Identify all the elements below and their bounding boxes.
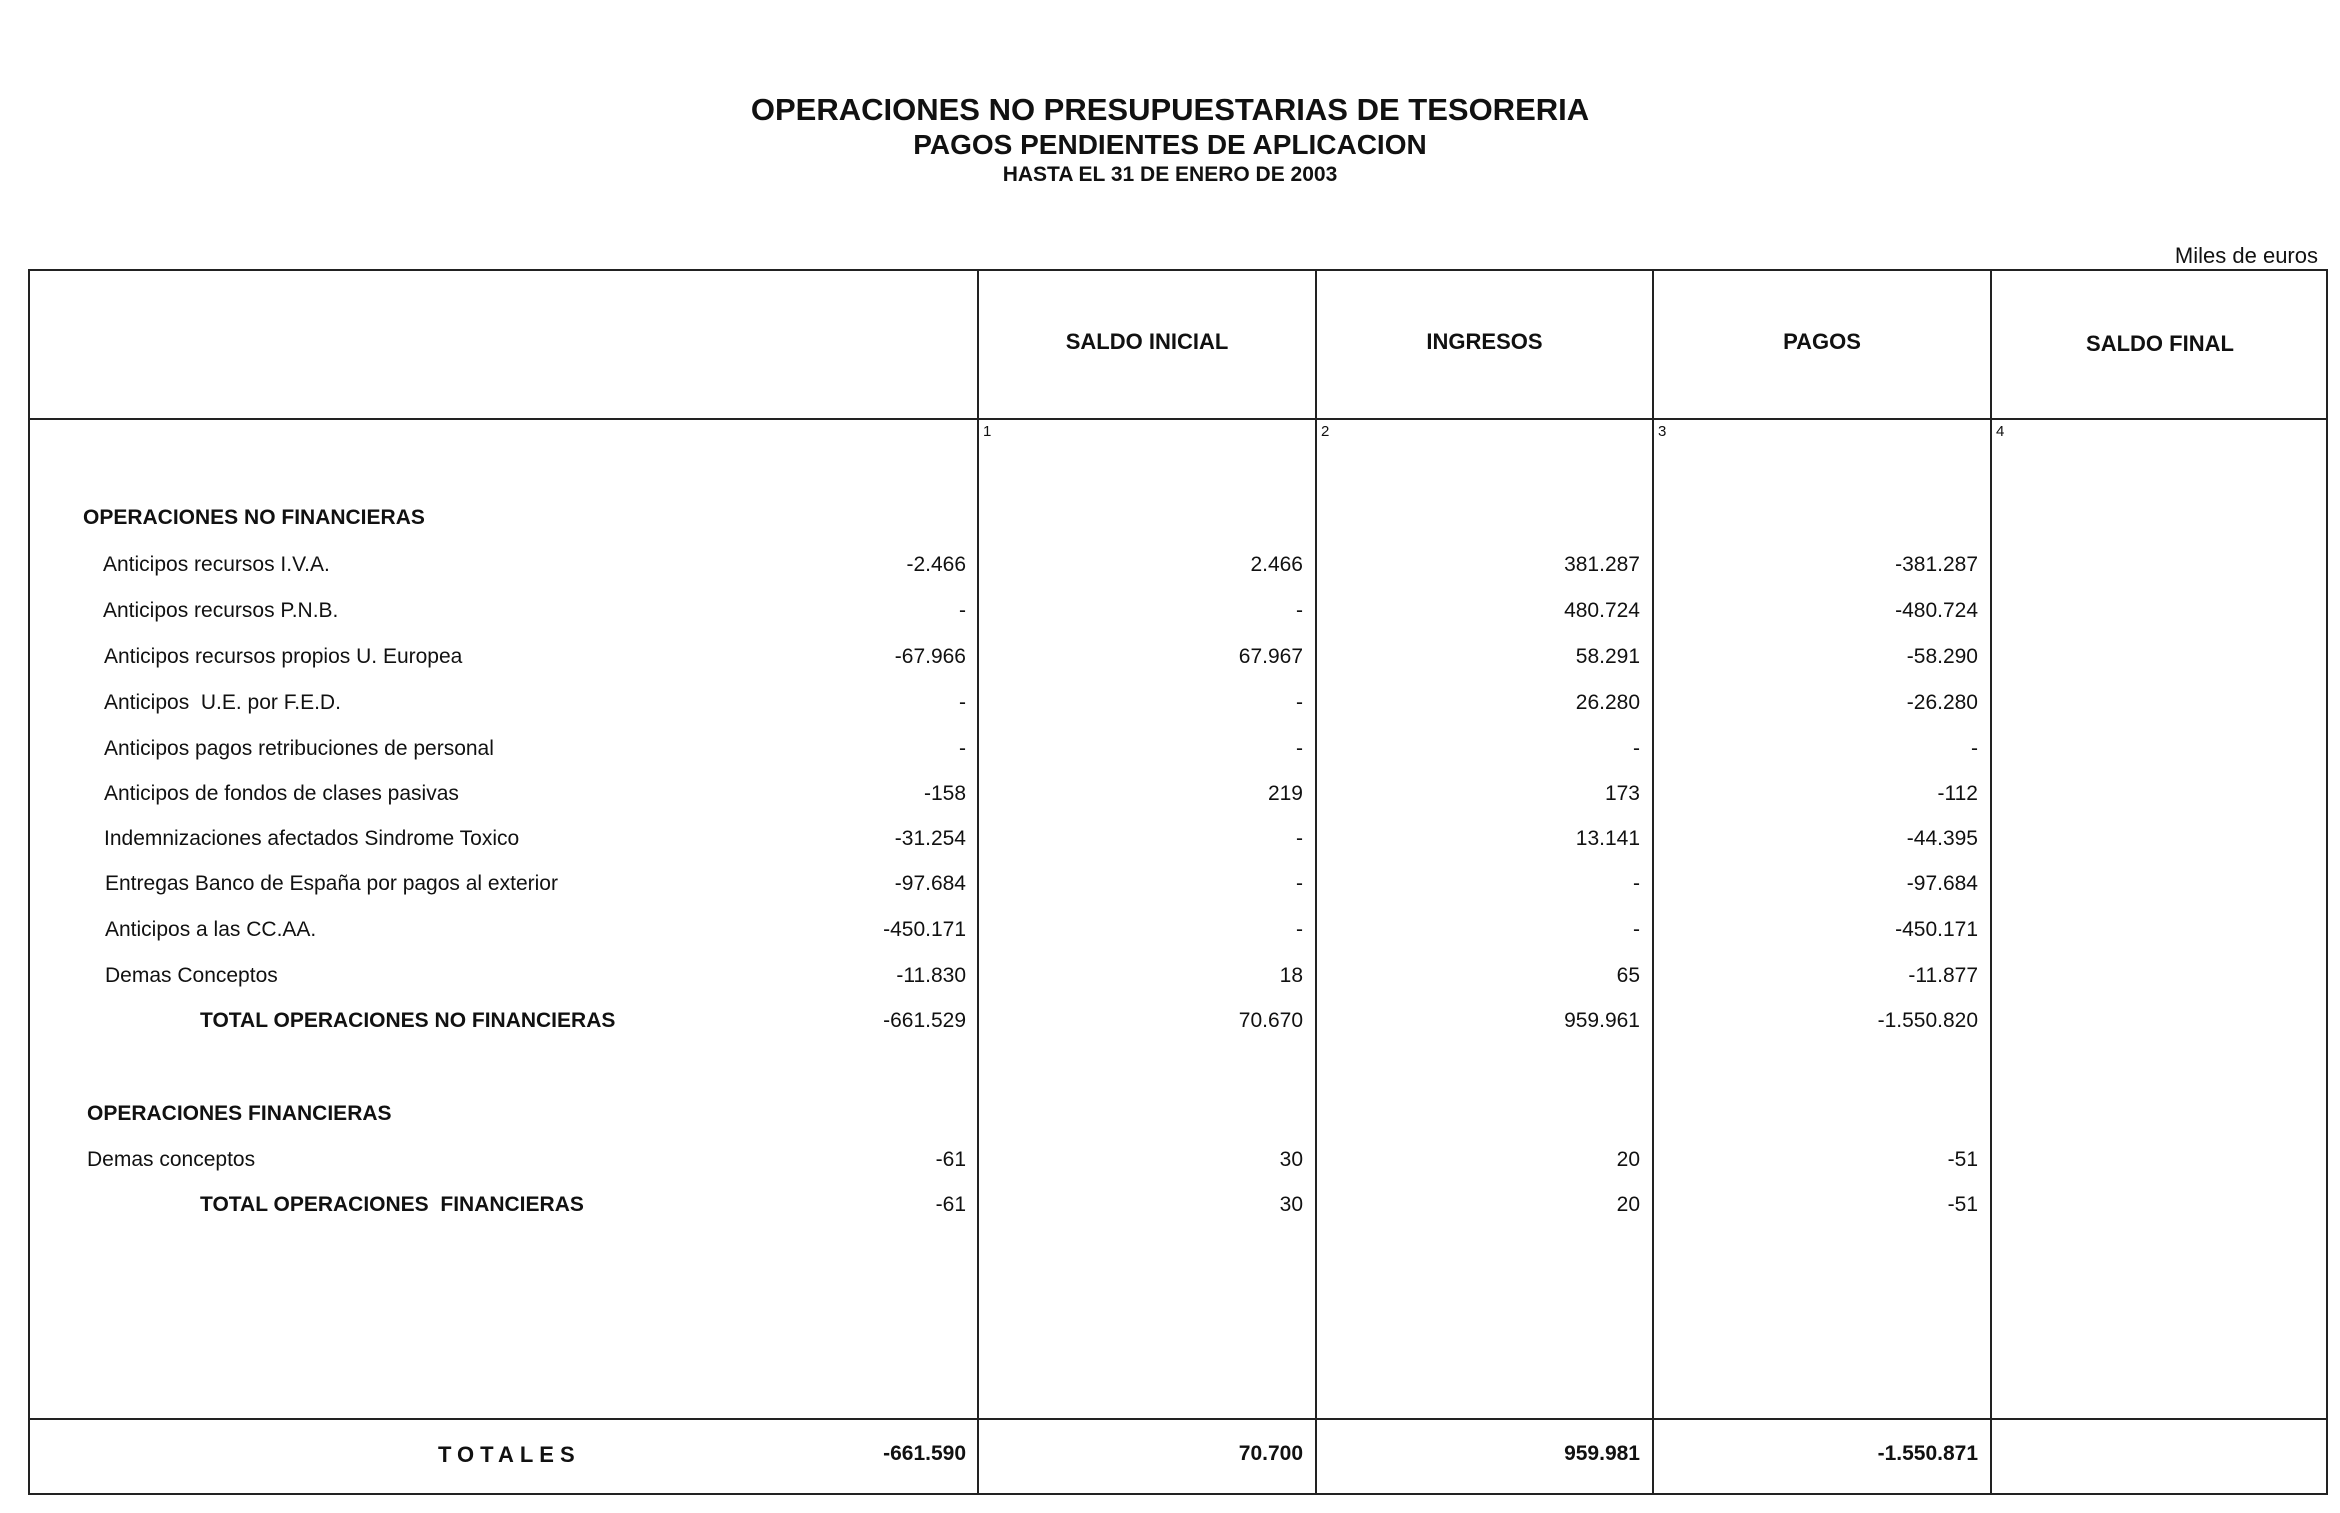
report-subtitle: PAGOS PENDIENTES DE APLICACION	[913, 129, 1427, 160]
row-label: Demas conceptos	[87, 1148, 256, 1171]
cell-pagos: 959.981	[1564, 1442, 1640, 1465]
cell-saldo-final: -450.171	[1895, 918, 1978, 941]
cell-ingresos: -	[1296, 691, 1303, 714]
cell-saldo-final: -44.395	[1906, 827, 1978, 850]
table-row	[30, 645, 2326, 685]
cell-ingresos: 70.700	[1238, 1442, 1303, 1465]
table-row	[30, 782, 2326, 822]
section-heading-row	[30, 506, 2326, 546]
cell-saldo-inicial: -	[959, 737, 966, 760]
row-label: Anticipos recursos P.N.B.	[103, 599, 339, 622]
cell-saldo-final: -480.724	[1895, 599, 1978, 622]
section-heading-row	[30, 1102, 2326, 1142]
cell-pagos: 20	[1616, 1148, 1640, 1171]
row-label: Entregas Banco de España por pagos al exterior	[105, 872, 558, 895]
cell-saldo-inicial: -97.684	[894, 872, 966, 895]
subtotal-row	[30, 1193, 2326, 1233]
cell-saldo-final: -381.287	[1895, 553, 1978, 576]
cell-saldo-inicial: -661.590	[883, 1442, 966, 1465]
cell-ingresos: 30	[1279, 1193, 1303, 1216]
table-row	[30, 872, 2326, 912]
cell-pagos: 20	[1616, 1193, 1640, 1216]
column-number: 3	[1658, 423, 1667, 440]
table-row	[30, 964, 2326, 1004]
cell-pagos: 381.287	[1564, 553, 1640, 576]
subtotal-row	[30, 1009, 2326, 1049]
cell-saldo-inicial: -11.830	[896, 964, 966, 987]
cell-pagos: -	[1633, 872, 1640, 895]
cell-saldo-final: -112	[1937, 782, 1978, 805]
cell-saldo-inicial: -661.529	[883, 1009, 966, 1032]
cell-ingresos: -	[1296, 737, 1303, 760]
subtotal-label: TOTAL OPERACIONES NO FINANCIERAS	[200, 1009, 616, 1032]
cell-saldo-inicial: -2.466	[906, 553, 966, 576]
section-heading: OPERACIONES NO FINANCIERAS	[83, 506, 425, 529]
row-label: Anticipos recursos propios U. Europea	[104, 645, 463, 668]
row-label: Anticipos de fondos de clases pasivas	[104, 782, 459, 805]
cell-saldo-final: -	[1971, 737, 1978, 760]
table-row	[30, 553, 2326, 593]
cell-pagos: 13.141	[1575, 827, 1640, 850]
report-header	[0, 92, 2340, 188]
grand-total-label: TOTALES	[438, 1442, 581, 1467]
cell-saldo-inicial: -	[959, 691, 966, 714]
cell-pagos: 65	[1616, 964, 1640, 987]
row-label: Demas Conceptos	[105, 964, 278, 987]
grand-total-row	[30, 1442, 2326, 1482]
cell-ingresos: 2.466	[1250, 553, 1303, 576]
cell-ingresos: -	[1296, 872, 1303, 895]
cell-saldo-inicial: -61	[935, 1148, 966, 1171]
row-label: Anticipos a las CC.AA.	[105, 918, 317, 941]
cell-pagos: -	[1633, 737, 1640, 760]
column-header-ingresos: INGRESOS	[1426, 329, 1543, 354]
cell-saldo-inicial: -61	[935, 1193, 966, 1216]
report-table	[28, 269, 2328, 1495]
row-label: Anticipos pagos retribuciones de personal	[104, 737, 494, 760]
column-number: 1	[983, 423, 992, 440]
column-header-saldo-inicial: SALDO INICIAL	[1065, 329, 1229, 354]
cell-pagos: 26.280	[1575, 691, 1640, 714]
cell-ingresos: -	[1296, 918, 1303, 941]
cell-saldo-inicial: -450.171	[883, 918, 966, 941]
cell-pagos: 480.724	[1564, 599, 1640, 622]
cell-pagos: 959.961	[1564, 1009, 1640, 1032]
report-period: HASTA EL 31 DE ENERO DE 2003	[1002, 163, 1338, 186]
cell-pagos: -	[1633, 918, 1640, 941]
cell-pagos: 173	[1604, 782, 1640, 805]
subtotal-label: TOTAL OPERACIONES FINANCIERAS	[200, 1193, 584, 1216]
table-row	[30, 918, 2326, 958]
cell-saldo-final: -97.684	[1906, 872, 1978, 895]
row-label: Anticipos recursos I.V.A.	[103, 553, 330, 576]
cell-saldo-final: -11.877	[1908, 964, 1978, 987]
table-row	[30, 737, 2326, 777]
units-label: Miles de euros	[2174, 243, 2318, 268]
section-heading: OPERACIONES FINANCIERAS	[87, 1102, 392, 1125]
table-row	[30, 691, 2326, 731]
cell-saldo-final: -1.550.871	[1877, 1442, 1978, 1465]
cell-saldo-final: -58.290	[1906, 645, 1978, 668]
report-title: OPERACIONES NO PRESUPUESTARIAS DE TESORERIA	[750, 92, 1590, 127]
cell-ingresos: 70.670	[1238, 1009, 1303, 1032]
table-row	[30, 1148, 2326, 1188]
cell-saldo-final: -51	[1947, 1148, 1978, 1171]
cell-ingresos: -	[1296, 827, 1303, 850]
header-divider	[30, 418, 2326, 420]
table-row	[30, 827, 2326, 867]
cell-pagos: 58.291	[1575, 645, 1640, 668]
cell-saldo-inicial: -158	[923, 782, 966, 805]
cell-ingresos: 67.967	[1238, 645, 1303, 668]
footer-divider	[30, 1418, 2326, 1420]
cell-saldo-final: -26.280	[1906, 691, 1978, 714]
column-number: 2	[1321, 423, 1330, 440]
column-number: 4	[1996, 423, 2005, 440]
cell-saldo-inicial: -31.254	[894, 827, 966, 850]
cell-ingresos: -	[1296, 599, 1303, 622]
column-header-pagos: PAGOS	[1783, 329, 1861, 354]
cell-saldo-final: -1.550.820	[1877, 1009, 1978, 1032]
cell-saldo-inicial: -	[959, 599, 966, 622]
cell-ingresos: 219	[1267, 782, 1303, 805]
table-row	[30, 599, 2326, 639]
cell-saldo-inicial: -67.966	[894, 645, 966, 668]
cell-ingresos: 30	[1279, 1148, 1303, 1171]
cell-ingresos: 18	[1279, 964, 1303, 987]
row-label: Anticipos U.E. por F.E.D.	[104, 691, 341, 714]
column-header-saldo-final: SALDO FINAL	[2086, 331, 2234, 356]
cell-saldo-final: -51	[1947, 1193, 1978, 1216]
row-label: Indemnizaciones afectados Sindrome Toxico	[104, 827, 520, 850]
